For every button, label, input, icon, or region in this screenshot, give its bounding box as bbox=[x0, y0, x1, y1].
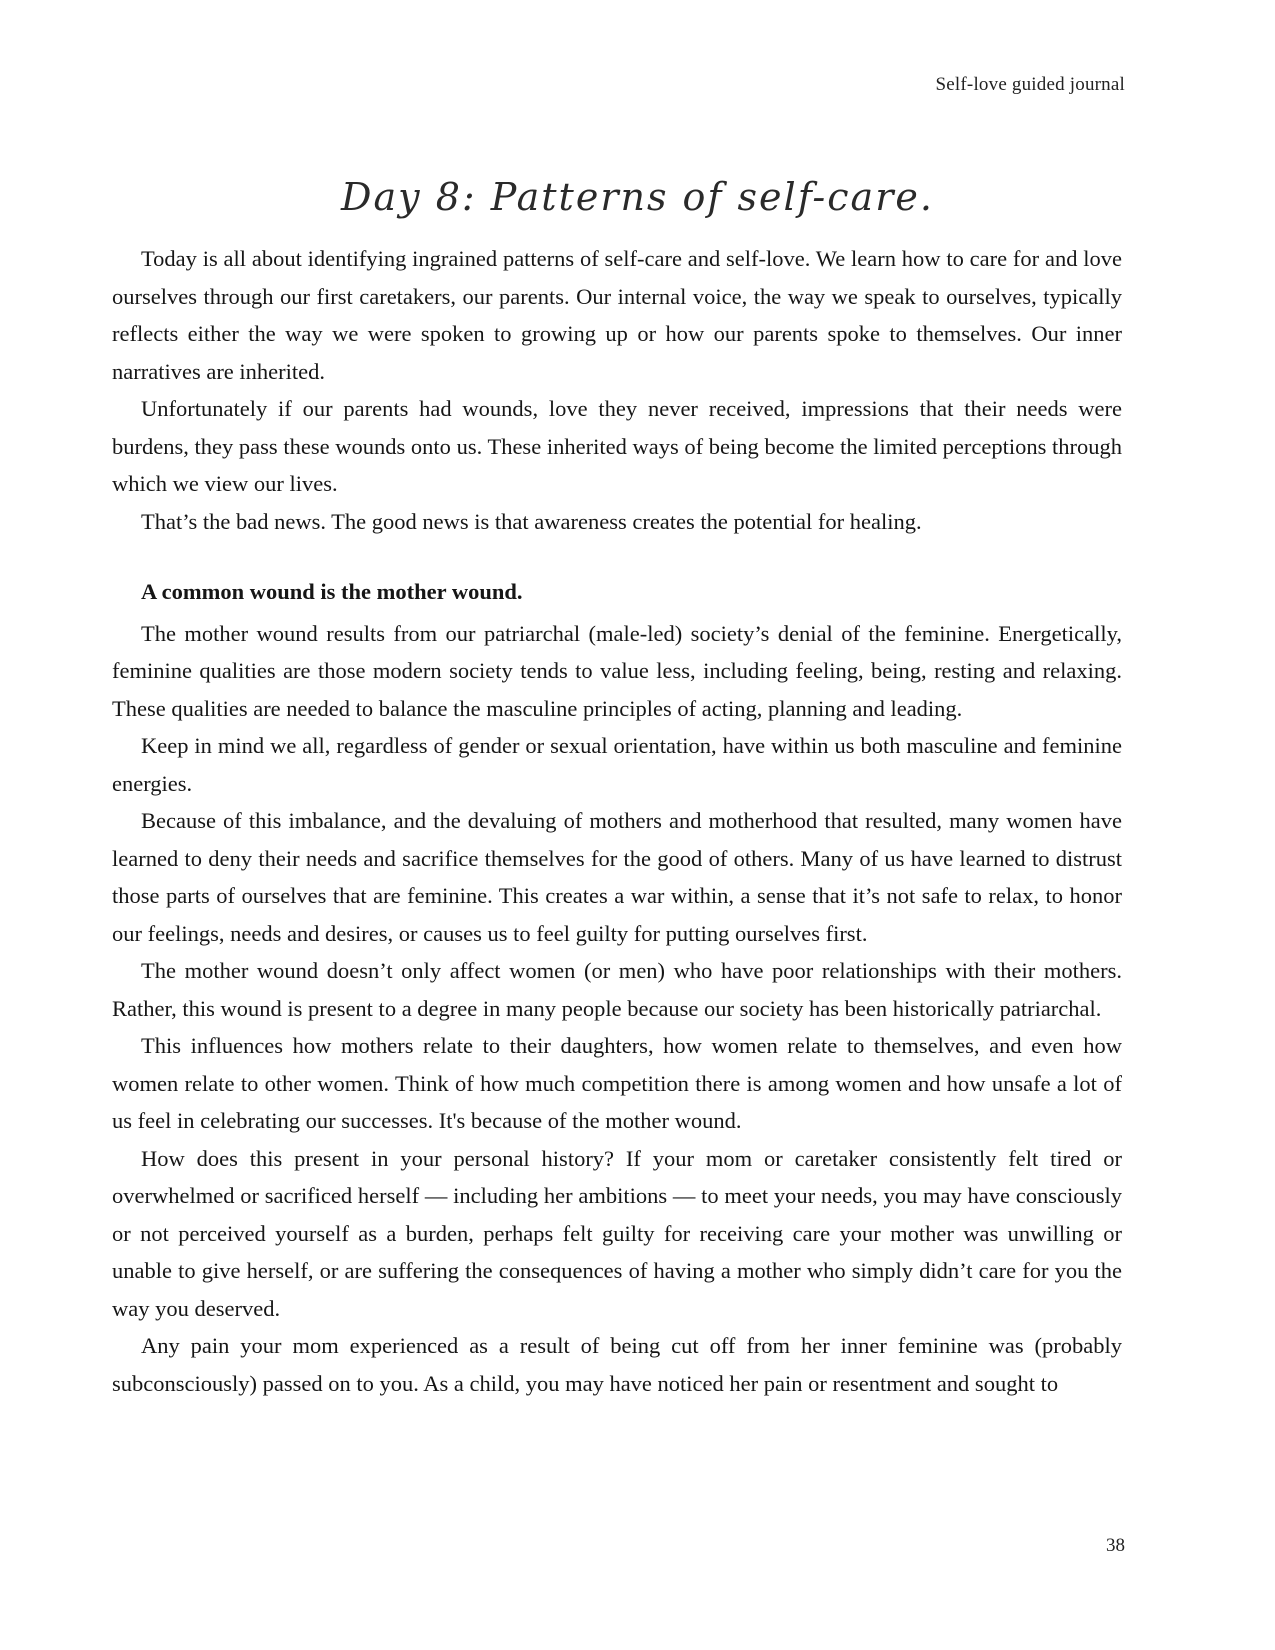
section-paragraph: Keep in mind we all, regardless of gender or sexual orientation, have within us both masculine and feminine energies. bbox=[112, 733, 1122, 796]
page-title: Day 8: Patterns of self-care. bbox=[341, 175, 934, 220]
body-text bbox=[112, 240, 1122, 1402]
section-paragraph: How does this present in your personal history? If your mom or caretaker consistently felt tired or overwhelmed or sacrificed herself — including her ambitions — to meet your needs, you may have consciously or not perceived yourself as a burden, perhaps felt guilty for receiving care your mother was unwilling or unable to give herself, or are suffering the consequences of having a mother who simply didn’t care for you the way you deserved. bbox=[112, 1145, 1122, 1321]
page-number: 38 bbox=[1106, 1535, 1125, 1556]
section-heading: A common wound is the mother wound. bbox=[141, 579, 523, 604]
section-paragraph: Any pain your mom experienced as a result of being cut off from her inner feminine was (probably subconsciously) passed on to you. As a child, you may have noticed her pain or resentment and sought to bbox=[112, 1333, 1122, 1396]
intro-paragraph: Unfortunately if our parents had wounds, love they never received, impressions that their needs were burdens, they pass these wounds onto us. These inherited ways of being become the limited perceptions through which we view our lives. bbox=[112, 396, 1122, 496]
intro-paragraph: Today is all about identifying ingrained patterns of self-care and self-love. We learn how to care for and love ourselves through our first caretakers, our parents. Our internal voice, the way we speak to ourselves, typically reflects either the way we were spoken to growing up or how our parents spoke to themselves. Our inner narratives are inherited. bbox=[112, 246, 1122, 384]
section-paragraph: Because of this imbalance, and the devaluing of mothers and motherhood that resulted, many women have learned to deny their needs and sacrifice themselves for the good of others. Many of us have learned to distrust those parts of ourselves that are feminine. This creates a war within, a sense that it’s not safe to relax, to honor our feelings, needs and desires, or causes us to feel guilty for putting ourselves first. bbox=[112, 808, 1122, 946]
section-paragraph: The mother wound doesn’t only affect women (or men) who have poor relationships with their mothers. Rather, this wound is present to a degree in many people because our society has been historically patriarchal. bbox=[112, 958, 1122, 1021]
section-paragraph: This influences how mothers relate to their daughters, how women relate to themselves, and even how women relate to other women. Think of how much competition there is among women and how unsafe a lot of us feel in celebrating our successes. It's because of the mother wound. bbox=[112, 1033, 1122, 1133]
running-header: Self-love guided journal bbox=[935, 74, 1125, 95]
intro-paragraph: That’s the bad news. The good news is that awareness creates the potential for healing. bbox=[141, 508, 922, 534]
section-paragraph: The mother wound results from our patriarchal (male-led) society’s denial of the feminine. Energetically, feminine qualities are those modern society tends to value less, including feeling, being, resting and relaxing. These qualities are needed to balance the masculine principles of acting, planning and leading. bbox=[112, 620, 1122, 721]
